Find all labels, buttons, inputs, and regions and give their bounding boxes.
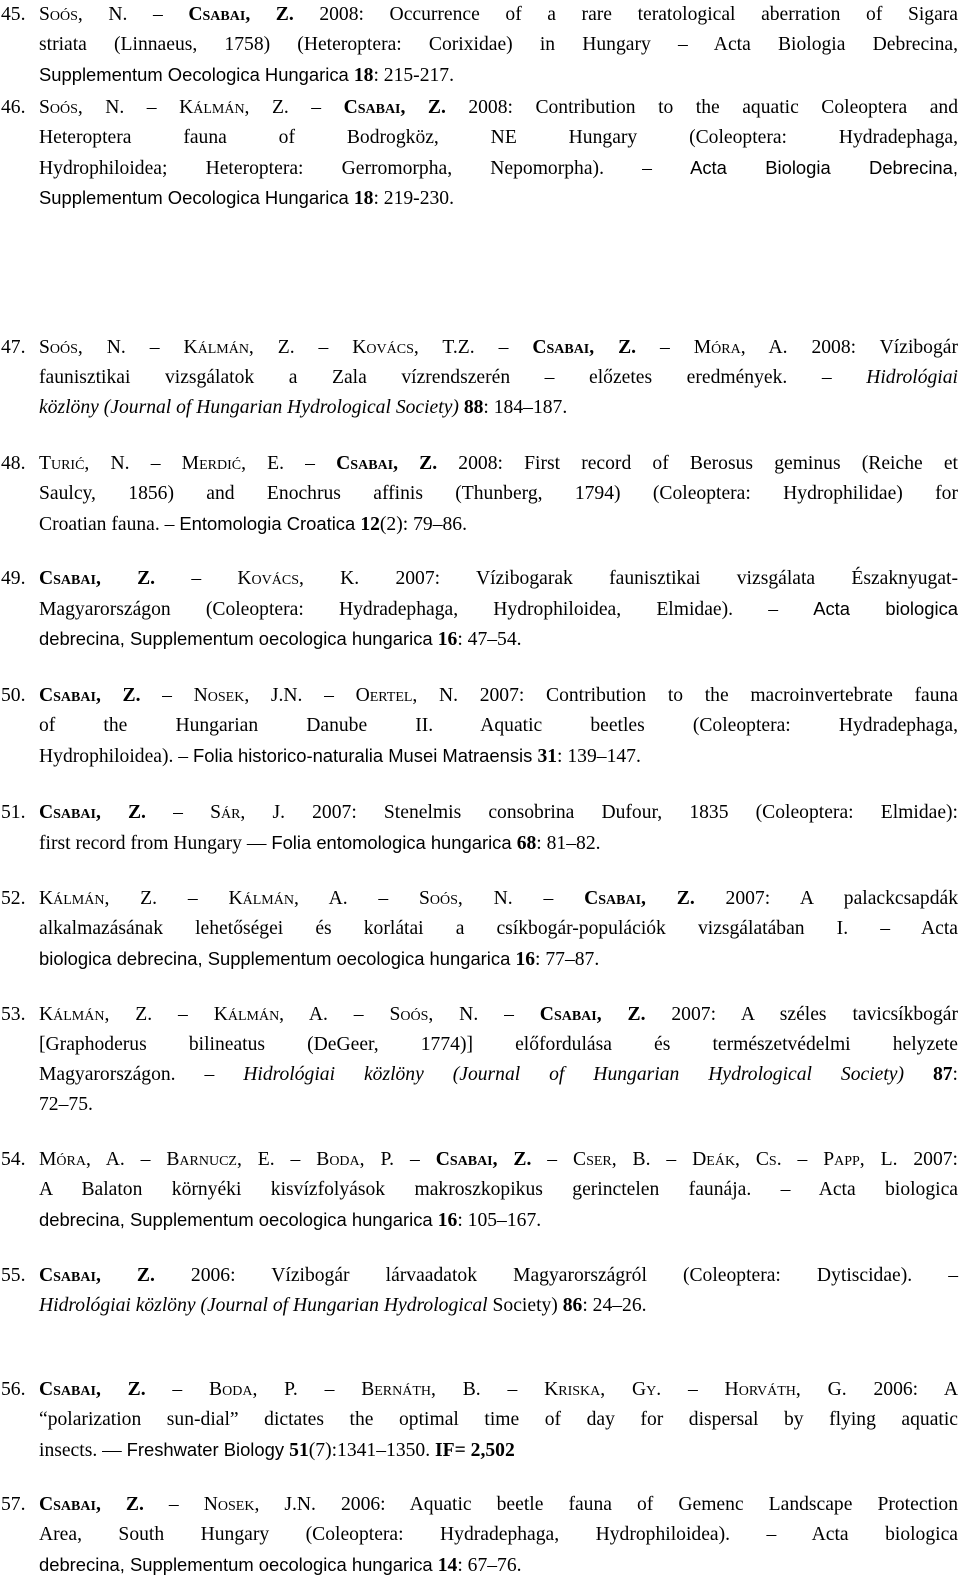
volume-number: 51 (289, 1440, 309, 1461)
reference-line (0, 1060, 960, 1090)
author-name: Csabai, Z. (39, 1379, 146, 1400)
reference-line (0, 1375, 960, 1405)
text-run: 2007: A széles tavicsíkbogár (645, 1004, 958, 1025)
reference-line (0, 1520, 960, 1550)
reference-text (39, 1375, 958, 1405)
reference-text (39, 741, 641, 772)
author-name: Csabai, Z. (39, 1494, 144, 1515)
reference-line (0, 741, 960, 771)
reference-line (0, 153, 960, 183)
author-name: Csabai, Z. (336, 453, 438, 474)
reference-text (39, 1261, 958, 1291)
reference-text (39, 1435, 515, 1466)
author-name: Soós, N. – (39, 4, 189, 25)
reference-text (39, 123, 958, 153)
author-name: Csabai, Z. (39, 1265, 155, 1286)
reference-number: 51. (1, 802, 26, 823)
journal-title: Folia historico-naturalia Musei Matraensis (193, 745, 538, 766)
reference-line (0, 1145, 960, 1175)
reference-number: 47. (1, 337, 26, 358)
author-name: Csabai, Z. (435, 1149, 532, 1170)
reference-line (0, 828, 960, 858)
reference-text (39, 711, 958, 741)
text-run: 72–75. (39, 1094, 93, 1115)
text-run: 2007: (897, 1149, 959, 1170)
reference-entry (0, 564, 960, 654)
text-run: striata (Linnaeus, 1758) (Heteroptera: Corixidae) in Hungary – Acta Biologia Debrecina, (39, 34, 958, 55)
text-run: – (140, 685, 194, 706)
reference-text (39, 1175, 958, 1205)
reference-text (39, 393, 567, 423)
reference-line (0, 1090, 960, 1120)
volume-number: 68 (516, 833, 537, 854)
reference-text (39, 509, 467, 540)
text-run: – (531, 1149, 574, 1170)
author-name: Soós, N. – Kálmán, Z. – Kovács, T.Z. – (39, 337, 533, 358)
reference-number: 52. (1, 888, 26, 909)
reference-text (39, 333, 958, 363)
reference-text (39, 681, 958, 711)
journal-title: Acta Biologia Debrecina, (690, 157, 958, 178)
text-run (904, 1064, 933, 1085)
reference-line (0, 363, 960, 393)
reference-line (0, 1490, 960, 1520)
reference-entry (0, 884, 960, 974)
text-run: 2006: A (846, 1379, 959, 1400)
reference-line (0, 0, 960, 30)
reference-number: 48. (1, 453, 26, 474)
text-run: Magyarországon. – (39, 1064, 244, 1085)
reference-text (39, 479, 958, 509)
text-run: : 47–54. (457, 629, 522, 650)
reference-text (39, 594, 958, 625)
reference-line (0, 1205, 960, 1235)
text-run: Croatian fauna. – (39, 514, 180, 535)
reference-text (39, 1490, 958, 1520)
reference-number: 55. (1, 1265, 26, 1286)
journal-title: Hidrológiai közlöny (Journal of Hungarian Hydrological (39, 1295, 488, 1316)
text-run: Magyarországon (Coleoptera: Hydradephaga, Hydrophiloidea, Elmidae). – (39, 599, 814, 620)
text-run: 2008: Occurrence of a rare teratological aberration of Sigara (293, 4, 959, 25)
text-run: 2006: Aquatic beetle fauna of Gemenc Landscape Protection (315, 1494, 959, 1515)
journal-title: debrecina, Supplementum oecologica hungarica (39, 1209, 438, 1230)
volume-number: 31 (537, 746, 558, 767)
reference-entry (0, 1490, 960, 1580)
reference-text (39, 1000, 958, 1030)
text-run: 2006: Vízibogár lárvaadatok Magyarországról (Coleoptera: Dytiscidae). – (154, 1265, 958, 1286)
volume-number: 88 (463, 397, 484, 418)
reference-text (39, 30, 958, 60)
reference-text (39, 93, 958, 123)
reference-entry (0, 681, 960, 771)
text-run: first record from Hungary –– (39, 833, 272, 854)
volume-number: 18 (353, 65, 374, 86)
reference-line (0, 93, 960, 123)
reference-text (39, 153, 958, 184)
text-run: : 24–26. (582, 1295, 647, 1316)
volume-number: IF= 2,502 (435, 1440, 515, 1461)
text-run: 2008: Vízibogár (787, 337, 959, 358)
reference-line (0, 711, 960, 741)
reference-line (0, 183, 960, 213)
text-run: – (155, 568, 238, 589)
text-run: [Graphoderus bilineatus (DeGeer, 1774)] előfordulása és természetvédelmi helyzete (39, 1034, 958, 1055)
journal-title: Acta biologica (813, 598, 958, 619)
reference-entry (0, 1261, 960, 1321)
reference-line (0, 1175, 960, 1205)
text-run: – (145, 1379, 210, 1400)
text-run: Society) (487, 1295, 563, 1316)
text-run: 2008: First record of Berosus geminus (Reiche et (437, 453, 958, 474)
text-run: of the Hungarian Danube II. Aquatic beetles (Coleoptera: Hydradephaga, (39, 715, 958, 736)
reference-line (0, 393, 960, 423)
volume-number: 16 (437, 1210, 458, 1231)
reference-line (0, 60, 960, 90)
author-name: Nosek, J.N. (203, 1494, 316, 1515)
author-name: Sár, J. (210, 802, 285, 823)
reference-entry (0, 1145, 960, 1235)
text-run: 2007: Contribution to the macroinvertebrate fauna (458, 685, 959, 706)
reference-text (39, 564, 958, 594)
journal-title: Supplementum Oecologica Hungarica (39, 64, 354, 85)
journal-title: Hidrológiai közlöny (Journal of Hungarian Hydrological Society) (243, 1064, 905, 1085)
reference-text (39, 1550, 522, 1581)
text-run: Saulcy, 1856) and Enochrus affinis (Thunberg, 1794) (Coleoptera: Hydrophilidae) for (39, 483, 958, 504)
author-name: Soós, N. – Kálmán, Z. – (39, 97, 344, 118)
reference-number: 50. (1, 685, 26, 706)
text-run: alkalmazásának lehetőségei és korlátai a csíkbogár-populációk vizsgálatában I. – Acta (39, 918, 958, 939)
text-run: 2007: Stenelmis consobrina Dufour, 1835 (Coleoptera: Elmidae): (284, 802, 958, 823)
author-name: Csabai, Z. (188, 4, 294, 25)
journal-title: Folia entomologica hungarica (271, 832, 517, 853)
reference-text (39, 944, 599, 975)
reference-number: 53. (1, 1004, 26, 1025)
text-run: faunisztikai vizsgálatok a Zala vízrendszerén – előzetes eredmények. – (39, 367, 867, 388)
journal-title: közlöny (Journal of Hungarian Hydrological Society) (39, 397, 459, 418)
reference-text (39, 60, 454, 91)
reference-text (39, 1145, 958, 1175)
reference-text (39, 828, 601, 859)
text-run: Hydrophiloidea; Heteroptera: Gerromorpha, Nepomorpha). – (39, 158, 691, 179)
reference-line (0, 798, 960, 828)
author-name: Csabai, Z. (39, 568, 156, 589)
text-run: – (143, 1494, 204, 1515)
journal-title: Supplementum Oecologica Hungarica (39, 187, 354, 208)
journal-title: biologica debrecina, Supplementum oecologica hungarica (39, 948, 516, 969)
author-name: Csabai, Z. (539, 1004, 646, 1025)
author-name: Móra, A. (693, 337, 788, 358)
author-name: Csabai, Z. (39, 685, 141, 706)
text-run: : 67–76. (457, 1555, 522, 1576)
text-run: (7):1341–1350. (308, 1440, 436, 1461)
reference-text (39, 1405, 958, 1435)
reference-line (0, 449, 960, 479)
author-name: Turić, N. – Merdić, E. – (39, 453, 337, 474)
text-run: insects. –– (39, 1440, 127, 1461)
journal-title: Freshwater Biology (126, 1439, 290, 1460)
reference-text (39, 183, 454, 214)
reference-line (0, 1000, 960, 1030)
author-name: Kálmán, Z. – Kálmán, A. – Soós, N. – (39, 1004, 540, 1025)
reference-text (39, 798, 958, 828)
journal-title: Hidrológiai (866, 367, 958, 388)
volume-number: 87 (932, 1064, 953, 1085)
volume-number: 16 (437, 629, 458, 650)
author-name: Csabai, Z. (343, 97, 446, 118)
volume-number: 18 (353, 188, 374, 209)
reference-text (39, 1520, 958, 1550)
reference-line (0, 1030, 960, 1060)
reference-line (0, 479, 960, 509)
reference-text (39, 1205, 541, 1236)
text-run: 2007: Vízibogarak faunisztikai vizsgálata Északnyugat- (359, 568, 958, 589)
reference-line (0, 944, 960, 974)
text-run: : 215-217. (373, 65, 454, 86)
reference-line (0, 1291, 960, 1321)
reference-entry (0, 1375, 960, 1465)
volume-number: 16 (515, 949, 536, 970)
reference-text (39, 449, 958, 479)
author-name: Boda, P. – Bernáth, B. – Kriska, Gy. – Horváth, G. (209, 1379, 847, 1400)
author-name: Móra, A. – Barnucz, E. – Boda, P. – (39, 1149, 436, 1170)
journal-title: debrecina, Supplementum oecologica hungarica (39, 628, 438, 649)
text-run: : (952, 1064, 958, 1085)
text-run: Heteroptera fauna of Bodrogköz, NE Hungary (Coleoptera: Hydradephaga, (39, 127, 958, 148)
reference-line (0, 333, 960, 363)
author-name: Kovács, K. (237, 568, 360, 589)
reference-text (39, 1060, 958, 1090)
reference-text (39, 363, 958, 393)
reference-text (39, 884, 958, 914)
text-run: Hydrophiloidea). – (39, 746, 193, 767)
volume-number: 12 (360, 514, 380, 535)
reference-line (0, 914, 960, 944)
reference-number: 46. (1, 97, 26, 118)
author-name: Kálmán, Z. – Kálmán, A. – Soós, N. – (39, 888, 585, 909)
text-run: (2): 79–86. (379, 514, 467, 535)
reference-text (39, 1291, 647, 1321)
reference-line (0, 564, 960, 594)
text-run: : 105–167. (457, 1210, 542, 1231)
text-run: – (636, 337, 694, 358)
text-run: : 81–82. (536, 833, 601, 854)
reference-line (0, 1405, 960, 1435)
reference-text (39, 914, 958, 944)
volume-number: 14 (437, 1555, 458, 1576)
reference-number: 49. (1, 568, 26, 589)
reference-line (0, 624, 960, 654)
reference-line (0, 123, 960, 153)
reference-entry (0, 333, 960, 423)
reference-line (0, 1261, 960, 1291)
reference-line (0, 30, 960, 60)
reference-text (39, 0, 958, 30)
reference-text (39, 1090, 93, 1120)
reference-entry (0, 0, 960, 90)
text-run: : 139–147. (557, 746, 641, 767)
reference-entry (0, 798, 960, 858)
reference-line (0, 509, 960, 539)
author-name: Nosek, J.N. – Oertel, N. (193, 685, 459, 706)
reference-line (0, 884, 960, 914)
reference-number: 45. (1, 4, 26, 25)
author-name: Csabai, Z. (584, 888, 695, 909)
text-run: “polarization sun-dial” dictates the optimal time of day for dispersal by flying aquatic (39, 1409, 958, 1430)
author-name: Cser, B. – Deák, Cs. – Papp, L. (573, 1149, 898, 1170)
text-run: 2007: A palackcsapdák (694, 888, 959, 909)
reference-line (0, 681, 960, 711)
reference-line (0, 1435, 960, 1465)
reference-line (0, 594, 960, 624)
reference-number: 56. (1, 1379, 26, 1400)
author-name: Csabai, Z. (532, 337, 637, 358)
reference-text (39, 1030, 958, 1060)
text-run: 2008: Contribution to the aquatic Coleoptera and (445, 97, 958, 118)
reference-entry (0, 449, 960, 539)
text-run: Area, South Hungary (Coleoptera: Hydradephaga, Hydrophiloidea). – Acta biologica (39, 1524, 958, 1545)
text-run: : 77–87. (535, 949, 600, 970)
text-run: : 184–187. (483, 397, 568, 418)
reference-line (0, 1550, 960, 1580)
journal-title: debrecina, Supplementum oecologica hungarica (39, 1554, 438, 1575)
text-run: A Balaton környéki kisvízfolyások makroszkopikus gerinctelen faunája. – Acta biologica (39, 1179, 958, 1200)
author-name: Csabai, Z. (39, 802, 146, 823)
reference-entry (0, 1000, 960, 1120)
volume-number: 86 (562, 1295, 583, 1316)
reference-number: 54. (1, 1149, 26, 1170)
reference-entry (0, 93, 960, 213)
text-run: : 219-230. (373, 188, 454, 209)
journal-title: Entomologia Croatica (179, 513, 361, 534)
reference-text (39, 624, 522, 655)
text-run: – (145, 802, 211, 823)
reference-number: 57. (1, 1494, 26, 1515)
